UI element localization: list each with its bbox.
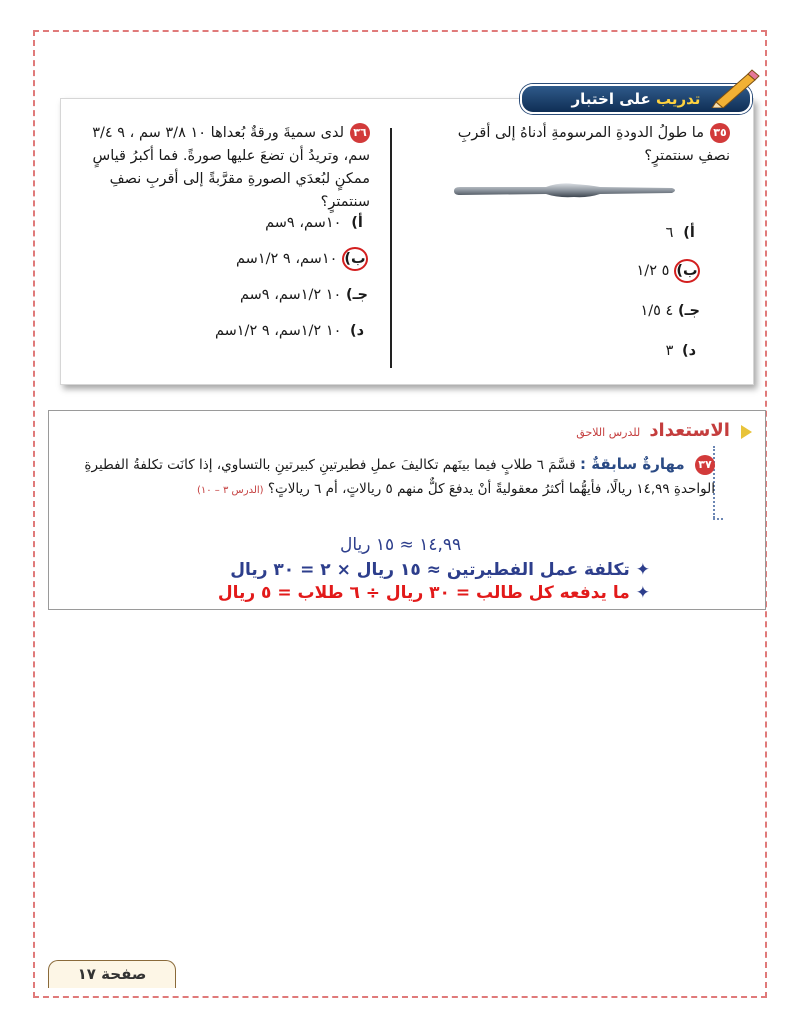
question-36 [65,122,370,214]
option-letter: د) [349,323,365,339]
question-number: ٣٧ [695,455,715,475]
question-text: قسَّمَ ٦ طلابٍ فيما بينَهم تكاليفَ عملِ فطيرتينِ كبيرتينِ بالتساوي، إذا كانَت تكلفةُ الفطيرةِ الواحدةِ ١٤,٩٩ ريالًا، فأيهُّما أكثرُ معقوليةً أنْ يدفعَ كلٌّ منهم ٥ ريالاتٍ، أم ٦ ريالاتٍ؟ [84,457,715,497]
option-letter: جـ) [345,287,368,303]
banner-highlight: تدريب [656,90,701,108]
option-letter: د) [681,343,697,359]
option-value: ١٠سم، ٩ ١/٢سم [236,251,338,267]
answer-line-3 [218,583,650,603]
bullet-icon: ✦ [635,560,650,580]
q35-option-d[interactable] [666,340,700,362]
arrow-icon [741,425,752,439]
readiness-header [576,420,752,441]
option-letter: جـ) [677,303,700,319]
answer-text: ما يدفعه كل طالب = ٣٠ ريال ÷ ٦ طلاب = ٥ ريال [217,583,630,603]
dotted-bracket-foot [713,518,723,520]
option-value: ٣ [665,343,674,359]
pencil-icon [708,68,760,108]
banner-rest: على اختبار [571,90,651,108]
skill-label: مهارةٌ سابقةٌ : [580,455,685,473]
q36-option-b[interactable] [236,247,368,271]
column-divider [390,128,392,368]
question-37 [75,452,715,503]
answer-line-2 [230,560,650,580]
q36-option-c[interactable] [240,284,368,306]
option-letter-circled: ب) [342,247,368,271]
question-text: لدى سميةَ ورقةٌ بُعداها ١٠ ٣/٨ سم ، ٩ ٣/٤ سم، وتريدُ أن تضعَ عليها صورةً. فما أكبرُ قياسٍ ممكنٍ لبُعدَي الصورةِ مقرَّبةً إلى أقربِ نصفِ سنتمترٍ؟ [92,125,370,210]
q35-option-a[interactable] [666,222,700,244]
question-number: ٣٦ [350,123,370,143]
bullet-icon: ✦ [635,583,650,603]
q36-option-a[interactable] [265,212,368,234]
lesson-reference: (الدرس ٣ – ١٠) [196,485,264,496]
page-number-tab: صفحة ١٧ [48,960,176,988]
option-letter: أ) [351,215,363,231]
option-letter: أ) [683,225,695,241]
worm-image [450,178,680,202]
option-value: ٤ ١/٥ [640,303,674,319]
option-value: ١٠ ١/٢سم، ٩سم [239,287,342,303]
answer-line-1: ١٤,٩٩ ≈ ١٥ ريال [340,535,462,555]
question-number: ٣٥ [710,123,730,143]
q35-option-b[interactable] [637,259,700,283]
readiness-title: الاستعداد [649,420,730,441]
q36-option-d[interactable] [215,320,368,342]
option-value: ٦ [665,225,674,241]
readiness-subtitle: للدرس اللاحق [576,426,641,439]
option-value: ١٠ ١/٢سم، ٩ ١/٢سم [214,323,342,339]
answer-text: تكلفة عمل الفطيرتين ≈ ١٥ ريال × ٢ = ٣٠ ريال [230,560,630,580]
question-35 [430,122,730,168]
option-value: ١٠سم، ٩سم [265,215,342,231]
q35-option-c[interactable] [640,300,700,322]
option-letter-circled: ب) [674,259,700,283]
option-value: ٥ ١/٢ [636,263,670,279]
question-text: ما طولُ الدودةِ المرسومةِ أدناهُ إلى أقربِ نصفِ سنتمترٍ؟ [457,125,730,164]
